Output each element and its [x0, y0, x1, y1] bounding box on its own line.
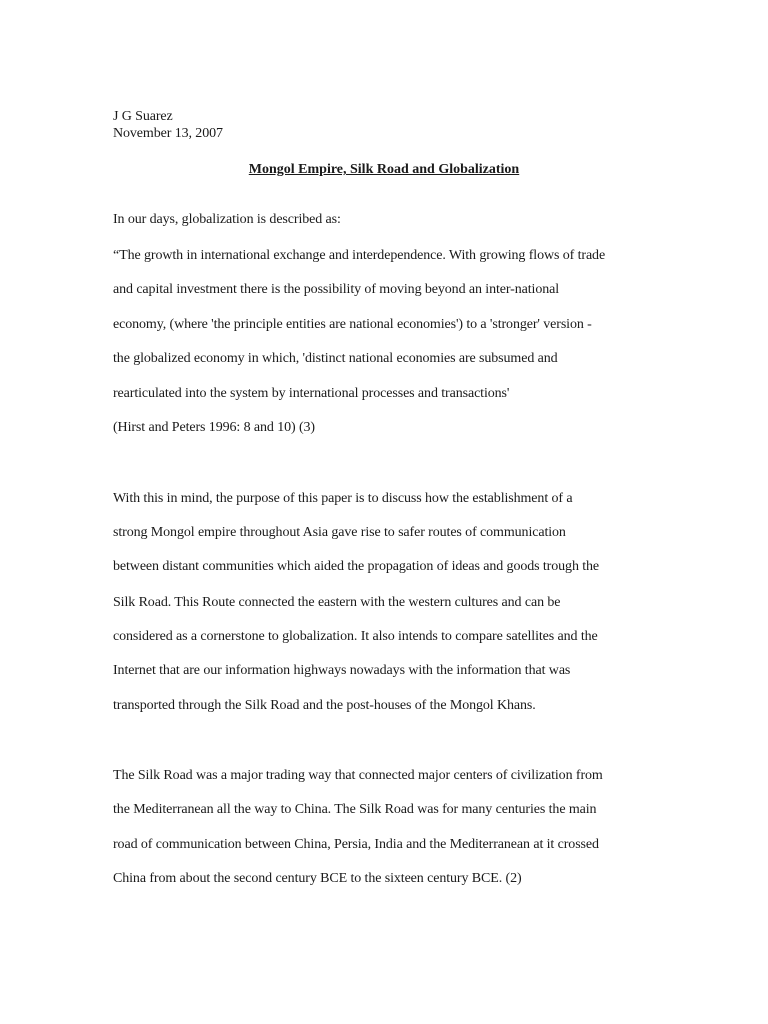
paragraph-line: strong Mongol empire throughout Asia gave rise to safer routes of communication — [113, 525, 566, 540]
paragraph-line: With this in mind, the purpose of this paper is to discuss how the establishment of a — [113, 491, 573, 506]
quote-line: the globalized economy in which, 'distinct national economies are subsumed and — [113, 351, 558, 366]
quote-line: economy, (where 'the principle entities are national economies') to a 'stronger' version - — [113, 317, 592, 332]
intro-line: In our days, globalization is described as: — [113, 212, 341, 227]
author-name: J G Suarez — [113, 109, 173, 124]
document-date: November 13, 2007 — [113, 126, 223, 141]
paragraph-line: Silk Road. This Route connected the eastern with the western cultures and can be — [113, 595, 561, 610]
paragraph-line: between distant communities which aided the propagation of ideas and goods trough the — [113, 559, 600, 574]
paragraph-line: road of communication between China, Persia, India and the Mediterranean at it crossed — [113, 837, 599, 852]
paragraph-line: considered as a cornerstone to globalization. It also intends to compare satellites and the — [113, 629, 598, 644]
paragraph-line: the Mediterranean all the way to China. The Silk Road was for many centuries the main — [113, 802, 597, 817]
paragraph-line: The Silk Road was a major trading way that connected major centers of civilization from — [113, 768, 603, 783]
quote-line: “The growth in international exchange and interdependence. With growing flows of trade — [113, 248, 606, 263]
quote-line: and capital investment there is the possibility of moving beyond an inter-national — [113, 282, 560, 297]
paragraph-line: China from about the second century BCE to the sixteen century BCE. (2) — [113, 871, 522, 886]
paragraph-line: transported through the Silk Road and the post-houses of the Mongol Khans. — [113, 698, 536, 713]
quote-line: rearticulated into the system by international processes and transactions' — [113, 386, 510, 401]
document-title: Mongol Empire, Silk Road and Globalization — [248, 162, 520, 177]
citation: (Hirst and Peters 1996: 8 and 10) (3) — [113, 420, 315, 435]
paragraph-line: Internet that are our information highways nowadays with the information that was — [113, 663, 571, 678]
